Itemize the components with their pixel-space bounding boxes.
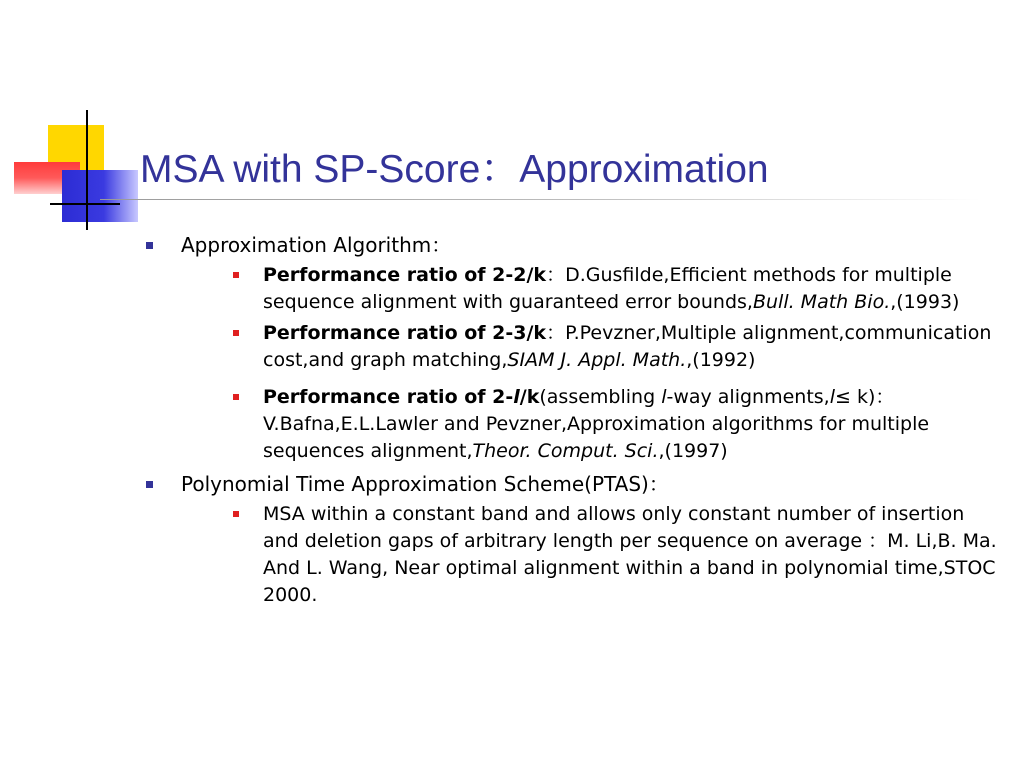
ratio-label: Performance ratio of 2-2/k — [263, 264, 547, 286]
ratio-label: Performance ratio of 2-3/k — [263, 322, 547, 344]
separator: ： — [546, 264, 566, 286]
list-item-ratio-2-3k — [181, 320, 1005, 374]
ratio-note-mid: -way alignments, — [666, 386, 830, 408]
ratio-label-start: Performance ratio of 2- — [263, 386, 514, 408]
list-item-msa-constant-band — [181, 501, 1005, 609]
colored-blocks-logo-icon — [0, 0, 140, 240]
reference-body: V.Bafna,E.L.Lawler and Pevzner,Approximation algorithms for multiple sequences alignment, — [263, 413, 930, 462]
reference-body: D.Gusfilde,Efficient methods for multiple sequence alignment with guaranteed error bounds, — [263, 264, 952, 313]
bullet-label: Polynomial Time Approximation Scheme(PTAS)： — [181, 472, 669, 496]
reference-text: MSA within a constant band and allows only constant number of insertion and deletion gaps of arbitrary length per sequence on average ：M. Li,B. Ma. And L. Wang, Near optimal alignment within a band in polynomial time,STOC 2000. — [263, 503, 997, 606]
reference-year: ,(1997) — [658, 440, 728, 462]
journal-name: Theor. Comput. Sci. — [472, 440, 659, 462]
slide-content — [145, 232, 1005, 615]
less-equal-symbol: ≤ — [835, 386, 851, 408]
reference-year: ,(1993) — [890, 291, 960, 313]
journal-name: Bull. Math Bio. — [752, 291, 891, 313]
reference-body: P.Pevzner,Multiple alignment,communication cost,and graph matching, — [263, 322, 992, 371]
ratio-label — [263, 386, 539, 408]
sub-bullet-list — [181, 262, 1005, 465]
slide-title: MSA with SP-Score：Approximation — [140, 148, 769, 191]
list-item-ptas — [145, 471, 1005, 609]
ratio-note-start: (assembling — [539, 386, 662, 408]
reference-text — [227, 384, 1005, 465]
list-item-approximation-algorithm — [145, 232, 1005, 465]
journal-name: SIAM J. Appl. Math. — [507, 349, 687, 371]
bullet-list — [145, 232, 1005, 609]
list-item-ratio-2-2k — [181, 262, 1005, 316]
ratio-variable: l — [513, 386, 520, 408]
title-divider — [100, 199, 980, 200]
sub-bullet-list — [181, 501, 1005, 609]
reference-text — [227, 320, 1005, 374]
reference-year: ,(1992) — [686, 349, 756, 371]
separator: ： — [546, 322, 566, 344]
logo-horizontal-line — [50, 203, 120, 205]
reference-text — [227, 262, 1005, 316]
list-item-ratio-2-lk — [181, 384, 1005, 465]
ratio-label-end: /k — [519, 386, 540, 408]
logo-blue-block — [62, 170, 138, 222]
ratio-variable: l — [829, 386, 836, 408]
ratio-note-end: k)： — [850, 386, 895, 408]
ratio-variable: l — [661, 386, 667, 408]
logo-vertical-line — [86, 110, 88, 230]
bullet-label: Approximation Algorithm： — [181, 233, 452, 257]
